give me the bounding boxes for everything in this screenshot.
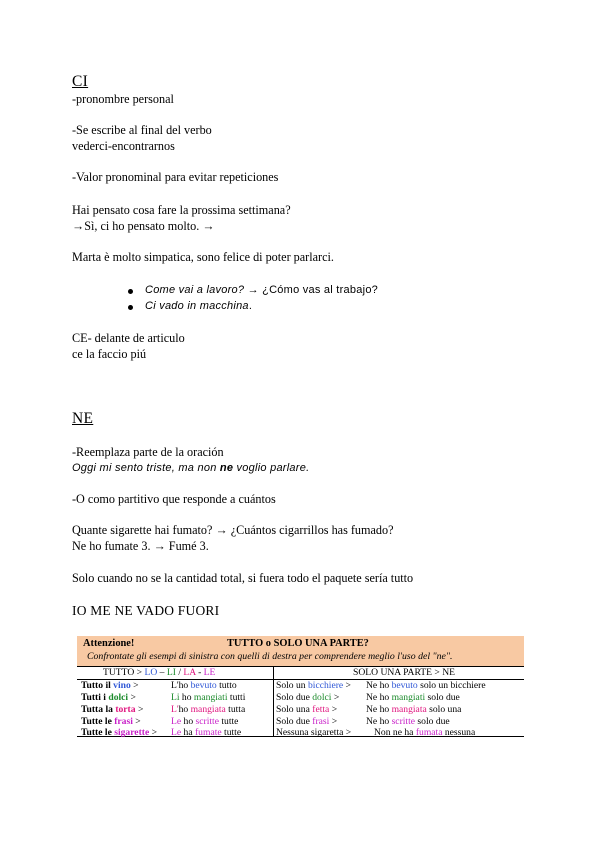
cell-arrow: > <box>132 716 141 727</box>
cell-participle: mangiati <box>193 692 228 703</box>
bullet-item-2-rest: . <box>248 300 253 312</box>
cell-text: Ne ho <box>366 716 392 727</box>
table-col-left-header <box>103 667 215 678</box>
cell-noun: bicchiere <box>308 680 344 691</box>
ne-line-4: Ne ho fumate 3. → Fumé 3. <box>72 539 209 553</box>
cell-arrow: > <box>130 680 139 691</box>
table-cell-pronoun <box>171 727 241 738</box>
cell-pronoun: L' <box>171 704 179 715</box>
pronoun-label: LE <box>203 667 216 678</box>
ci-line-2: -Se escribe al final del verbo <box>72 123 212 137</box>
cell-text: tutta <box>225 704 246 715</box>
ci-after-2: ce la faccio piú <box>72 347 147 361</box>
ci-after-1: CE- delante de articulo <box>72 331 185 345</box>
cell-text: Nessuna sigaretta <box>276 727 344 738</box>
cell-pronoun: Le <box>171 716 182 727</box>
table-cell-ne <box>366 716 450 727</box>
bullet-icon <box>128 289 133 294</box>
cell-participle: bevuto <box>391 680 418 691</box>
bullet-item-2 <box>145 299 252 314</box>
cell-arrow: > <box>135 704 144 715</box>
ne-line-3: Quante sigarette hai fumato? → ¿Cuántos cigarrillos has fumado? <box>72 523 394 537</box>
cell-text: Solo due <box>276 692 313 703</box>
table-cell-tutto <box>81 680 139 691</box>
cell-text: ha <box>181 727 195 738</box>
table-cell-ne <box>374 727 475 738</box>
bullet-item-1 <box>145 283 378 298</box>
cell-text: Solo due <box>276 716 313 727</box>
table-cell-pronoun <box>171 680 237 691</box>
ci-line-7: Marta è molto simpatica, sono felice di poter parlarci. <box>72 250 334 264</box>
pronoun-label: - <box>195 667 204 678</box>
pronoun-label: / <box>175 667 184 678</box>
cell-text: ho <box>179 692 194 703</box>
col-left-pronouns <box>144 667 215 678</box>
cell-text: Non ne ha <box>374 727 416 738</box>
cell-text: Tutte le <box>81 727 115 738</box>
ne-line-2: -O como partitivo que responde a cuántos <box>72 492 276 506</box>
cell-text: solo due <box>425 692 460 703</box>
bullet-item-1-rest: → ¿Cómo vas al trabajo? <box>244 284 379 296</box>
cell-noun: dolci <box>312 692 332 703</box>
cell-pronoun: Le <box>171 727 182 738</box>
cell-arrow: > <box>331 692 340 703</box>
cell-participle: fumate <box>194 727 222 738</box>
cell-text: Ne ho <box>366 680 392 691</box>
table-vertical-divider <box>273 666 274 736</box>
cell-text: Solo un <box>276 680 308 691</box>
cell-text: Tutti i <box>81 692 109 703</box>
cell-participle: bevuto <box>190 680 217 691</box>
cell-noun: dolci <box>108 692 129 703</box>
cell-text: Tutte le <box>81 716 115 727</box>
cell-noun: fetta <box>312 704 330 715</box>
cell-arrow: > <box>128 692 136 703</box>
pronoun-label: LI <box>166 667 176 678</box>
cell-text: Tutta la <box>81 704 116 715</box>
table-cell-tutto <box>81 727 157 738</box>
pronoun-label: LA <box>183 667 196 678</box>
cell-text: solo un bicchiere <box>417 680 486 691</box>
table-cell-tutto <box>81 716 141 727</box>
cell-text: ho <box>178 704 191 715</box>
table-title-left: Attenzione! <box>83 638 135 649</box>
table-cell-pronoun <box>171 692 245 703</box>
table-cell-solo <box>276 716 337 727</box>
table-cell-tutto <box>81 692 136 703</box>
cell-text: tutto <box>216 680 237 691</box>
pronoun-label: – <box>157 667 167 678</box>
ne-example-before: Oggi mi sento triste, ma non <box>72 462 220 474</box>
col-left-prefix: TUTTO > <box>103 667 145 678</box>
table-title-main: TUTTO o SOLO UNA PARTE? <box>227 638 369 649</box>
cell-text: nessuna <box>442 727 476 738</box>
ci-line-6: →Sì, ci ho pensato molto. → <box>72 219 215 233</box>
bullet-item-1-italic: Come vai a lavoro? <box>145 284 245 296</box>
cell-noun: torta <box>115 704 136 715</box>
cell-text: tutti <box>227 692 246 703</box>
bullet-icon <box>128 305 133 310</box>
cell-text: ho <box>181 716 196 727</box>
table-cell-solo <box>276 692 339 703</box>
cell-pronoun: L' <box>171 680 179 691</box>
ne-line-1: -Reemplaza parte de la oración <box>72 445 224 459</box>
cell-noun: sigarette <box>114 727 150 738</box>
cell-noun: frasi <box>114 716 133 727</box>
table-col-right-header: SOLO UNA PARTE > NE <box>353 667 456 678</box>
table-cell-solo <box>276 727 351 738</box>
cell-text: tutte <box>218 716 239 727</box>
table-cell-ne <box>366 704 461 715</box>
table-subtitle: Confrontate gli esempi di sinistra con quelli di destra per comprendere meglio l'uso del "ne". <box>87 651 453 662</box>
table-cell-solo <box>276 680 351 691</box>
ne-example-bold: ne <box>219 462 234 474</box>
ne-line-6: IO ME NE VADO FUORI <box>72 603 220 618</box>
table-cell-pronoun <box>171 704 245 715</box>
cell-pronoun: Li <box>171 692 180 703</box>
heading-ci: CI <box>72 73 89 90</box>
table-header-band <box>77 636 524 666</box>
ne-line-5: Solo cuando no se la cantidad total, si fuera todo el paquete sería tutto <box>72 571 414 585</box>
table-cell-solo <box>276 704 337 715</box>
ci-line-3: vederci-encontrarnos <box>72 139 175 153</box>
cell-participle: scritte <box>391 716 416 727</box>
table-cell-ne <box>366 692 460 703</box>
cell-participle: scritte <box>195 716 219 727</box>
ne-example <box>72 461 309 476</box>
grammar-table <box>77 636 524 744</box>
cell-arrow: > <box>343 727 352 738</box>
cell-text: Ne ho <box>366 704 392 715</box>
heading-ne: NE <box>72 410 94 427</box>
cell-arrow: > <box>329 704 338 715</box>
cell-arrow: > <box>329 716 338 727</box>
bullet-item-2-italic: Ci vado in macchina <box>145 300 249 312</box>
cell-arrow: > <box>149 727 158 738</box>
cell-text: Solo una <box>276 704 313 715</box>
ne-example-after: voglio parlare. <box>233 462 310 474</box>
table-cell-pronoun <box>171 716 238 727</box>
cell-text: ho <box>178 680 191 691</box>
cell-text: solo due <box>415 716 450 727</box>
cell-participle: fumata <box>415 727 443 738</box>
ci-line-5: Hai pensato cosa fare la prossima settimana? <box>72 203 291 217</box>
table-cell-tutto <box>81 704 143 715</box>
cell-arrow: > <box>343 680 351 691</box>
cell-text: Ne ho <box>366 692 392 703</box>
cell-participle: mangiata <box>391 704 427 715</box>
cell-noun: frasi <box>312 716 330 727</box>
ci-line-4: -Valor pronominal para evitar repeticiones <box>72 170 279 184</box>
table-cell-ne <box>366 680 486 691</box>
cell-participle: mangiati <box>391 692 426 703</box>
cell-text: solo una <box>426 704 462 715</box>
ci-line-1: -pronombre personal <box>72 92 174 106</box>
cell-text: Tutto il <box>81 680 114 691</box>
cell-noun: vino <box>113 680 131 691</box>
cell-participle: mangiata <box>190 704 226 715</box>
pronoun-label: LO <box>144 667 158 678</box>
cell-text: tutte <box>221 727 242 738</box>
